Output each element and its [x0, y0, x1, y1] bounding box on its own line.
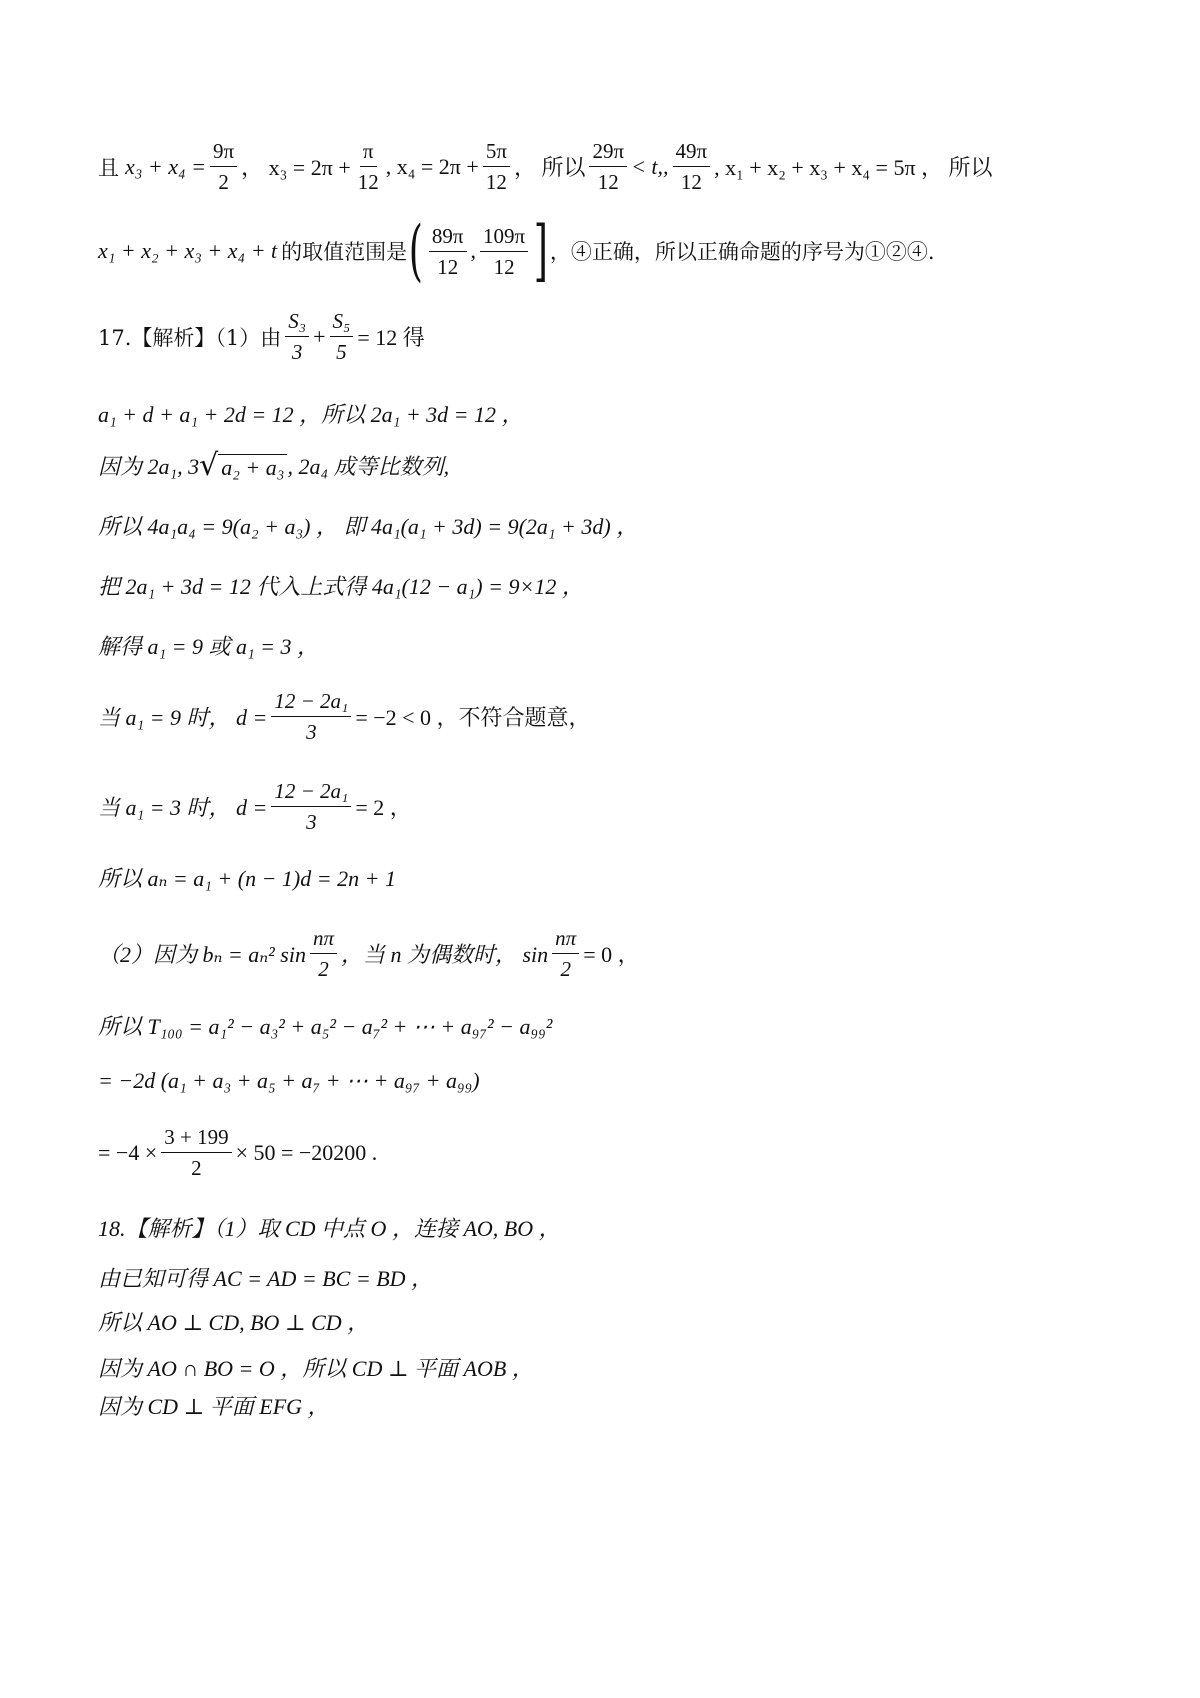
numerator: 5π [483, 138, 510, 167]
plus: + [313, 323, 326, 349]
solution-line-6 [98, 510, 638, 541]
math-expr: 所以 4a₁a₄ = 9(a₂ + a₃) ， 即 4a₁(a₁ + 3d) = 9(2a₁ + 3d) ， [98, 514, 639, 539]
math-expr: = 0 ， [583, 942, 640, 967]
denominator: 12 [680, 170, 702, 194]
denominator: 5 [336, 340, 347, 364]
numerator: π [360, 138, 377, 167]
denominator: 12 [437, 254, 459, 279]
math-expr: , 2a₄ 成等比数列, [287, 454, 450, 479]
solution-line-1 [98, 138, 993, 195]
denominator: 3 [291, 340, 303, 364]
numerator: 12 − 2a₁ [271, 778, 351, 807]
text: 且 [98, 155, 119, 180]
sqrt-icon: √ [199, 447, 219, 483]
denominator: 12 [485, 170, 507, 194]
math-expr: , x₁ + x₂ + x₃ + x₄ = 5π ， 所以 [714, 155, 993, 180]
math-expr: ，当 n 为偶数时， sin [340, 942, 549, 967]
math-expr: < t,, [631, 153, 669, 179]
fraction [271, 688, 351, 745]
fraction [271, 778, 351, 835]
solution-line-13 [98, 1010, 552, 1041]
math-expr: x₁ + x₂ + x₃ + x₄ + t [98, 238, 278, 263]
denominator: 2 [218, 170, 229, 194]
math-expr: = 2 ， [355, 795, 412, 820]
solution-line-2 [98, 212, 935, 289]
solution-line-8 [98, 630, 319, 661]
math-expr: a₁ + d + a₁ + 2d = 12 ，所以 2a₁ + 3d = 12 ， [98, 402, 524, 427]
denominator: 2 [560, 957, 571, 981]
solution-17-heading [98, 308, 425, 365]
solution-line-17 [98, 1262, 433, 1293]
solution-line-20 [98, 1390, 330, 1421]
numerator: nπ [310, 925, 337, 954]
text: ，④正确，所以正确命题的序号为①②④. [549, 240, 935, 264]
solution-line-18 [98, 1306, 369, 1337]
text: 的取值范围是 [281, 240, 408, 264]
left-paren: ( [408, 212, 424, 289]
math-expr: = 12 得 [357, 325, 425, 350]
solution-line-14 [98, 1068, 480, 1094]
solution-line-19 [98, 1352, 534, 1383]
denominator: 12 [597, 170, 619, 194]
math-expr: = −4 × [98, 1139, 158, 1165]
numerator: 109π [480, 223, 528, 252]
math-expr: （2）因为 bₙ = aₙ² sin [98, 942, 306, 967]
math-expr: 因为 CD ⊥ 平面 EFG ， [98, 1394, 330, 1419]
math-expr: ， 所以 [513, 155, 586, 180]
solution-line-4 [98, 398, 524, 429]
math-expr: = −2 < 0 ，不符合题意， [355, 705, 591, 730]
math-expr: 当 a₁ = 9 时， d = [98, 705, 268, 730]
math-expr: x₃ + x₄ = [125, 153, 207, 179]
math-expr: 因为 AO ∩ BO = O ，所以 CD ⊥ 平面 AOB ， [98, 1356, 534, 1381]
denominator: 12 [357, 170, 379, 194]
numerator: nπ [552, 925, 579, 954]
fraction [673, 138, 711, 195]
math-expr: = −2d (a₁ + a₃ + a₅ + a₇ + ⋯ + a₉₇ + a₉₉) [98, 1068, 480, 1093]
solution-17-part-2 [98, 925, 640, 982]
math-expr: 所以 T₁₀₀ = a₁² − a₃² + a₅² − a₇² + ⋯ + a₉₇² − a₉₉² [98, 1014, 553, 1039]
solution-line-9 [98, 688, 591, 745]
right-bracket: ] [533, 212, 549, 289]
radicand: a₂ + a₃ [218, 454, 287, 481]
text: 17.【解析】（1）由 [98, 325, 282, 350]
math-expr: 由已知可得 AC = AD = BC = BD ， [98, 1266, 434, 1291]
sqrt-expr [199, 447, 287, 483]
fraction [429, 223, 467, 280]
math-expr: 所以 AO ⊥ CD, BO ⊥ CD ， [98, 1310, 370, 1335]
numerator: S₅ [330, 308, 354, 337]
solution-line-5 [98, 447, 450, 483]
denominator: 12 [493, 254, 515, 279]
denominator: 3 [306, 720, 317, 744]
solution-18-heading [98, 1212, 561, 1243]
numerator: 12 − 2a₁ [271, 688, 351, 717]
numerator: 9π [210, 138, 237, 167]
numerator: S₃ [285, 308, 309, 337]
math-expr: , x₄ = 2π + [385, 153, 479, 179]
solution-line-7 [98, 570, 584, 601]
fraction [161, 1124, 231, 1181]
numerator: 49π [673, 138, 711, 167]
fraction [210, 138, 237, 195]
math-expr: 当 a₁ = 3 时， d = [98, 795, 268, 820]
math-expr: 因为 2a₁, 3 [98, 454, 200, 479]
solution-line-10 [98, 778, 412, 835]
fraction [330, 308, 354, 365]
math-expr: 所以 aₙ = a₁ + (n − 1)d = 2n + 1 [98, 866, 396, 891]
fraction [285, 308, 309, 365]
comma: , [470, 238, 477, 263]
denominator: 2 [191, 1156, 202, 1180]
math-expr: ， x₃ = 2π + [241, 155, 351, 180]
solution-line-11 [98, 862, 396, 893]
fraction [355, 138, 382, 195]
denominator: 2 [318, 957, 329, 981]
math-expr: 把 2a₁ + 3d = 12 代入上式得 4a₁(12 − a₁) = 9×12 ， [98, 574, 584, 599]
denominator: 3 [306, 810, 317, 834]
math-expr: × 50 = −20200 . [235, 1139, 378, 1165]
numerator: 89π [429, 223, 467, 252]
numerator: 29π [589, 138, 627, 167]
math-expr: 18.【解析】（1）取 CD 中点 O ，连接 AO, BO ， [98, 1216, 561, 1241]
math-expr: 解得 a₁ = 9 或 a₁ = 3 ， [98, 634, 319, 659]
numerator: 3 + 199 [161, 1124, 231, 1153]
fraction [483, 138, 510, 195]
fraction [310, 925, 337, 982]
fraction [589, 138, 627, 195]
fraction [552, 925, 579, 982]
fraction [480, 223, 528, 280]
solution-line-15 [98, 1124, 377, 1181]
